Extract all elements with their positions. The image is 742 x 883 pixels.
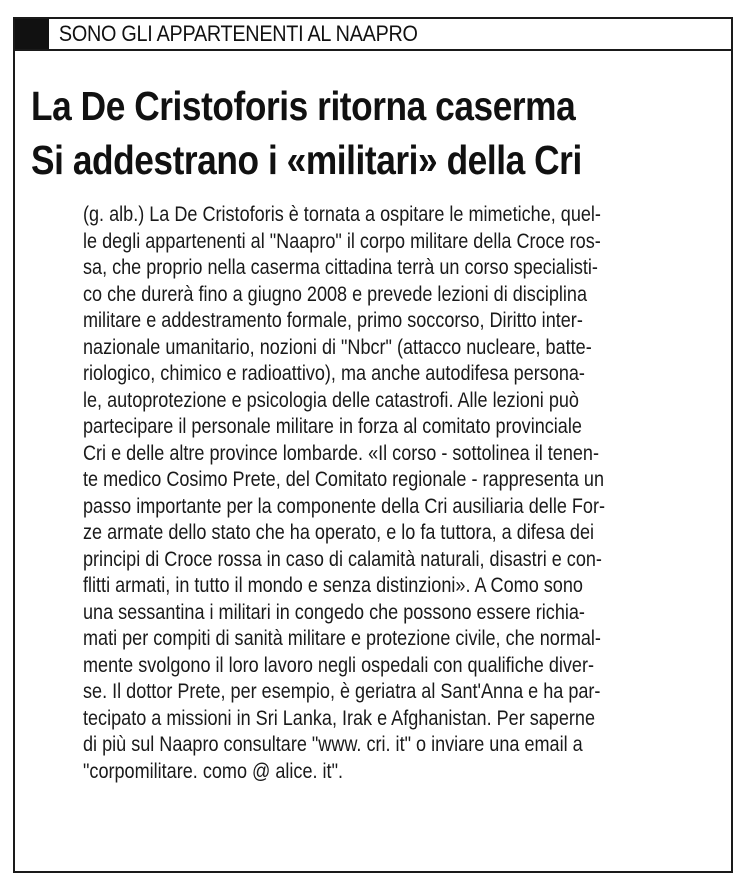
body-line: mati per compiti di sanità militare e protezione civile, che normal- <box>83 627 601 650</box>
body-line: Cri e delle altre province lombarde. «Il corso - sottolinea il tenen- <box>83 441 599 465</box>
body-line: nazionale umanitario, nozioni di "Nbcr" (attacco nucleare, batte- <box>83 335 592 359</box>
body-line: una sessantina i militari in congedo che possono essere richia- <box>83 600 585 624</box>
kicker-bar <box>15 19 731 51</box>
body-line: se. Il dottor Prete, per esempio, è geriatra al Sant'Anna e ha par- <box>83 680 601 703</box>
body-line: le degli appartenenti al "Naapro" il corpo militare della Croce ros- <box>83 229 601 253</box>
body-line: passo importante per la componente della Cri ausiliaria delle For- <box>83 494 606 518</box>
news-article <box>13 17 733 873</box>
article-body <box>83 202 742 785</box>
headline <box>31 79 731 187</box>
body-line: "corpomilitare. como @ alice. it". <box>83 759 344 783</box>
headline-line-2: Si addestrano i «militari» della Cri <box>31 137 582 183</box>
body-line: tecipato a missioni in Sri Lanka, Irak e Afghanistan. Per saperne <box>83 706 595 730</box>
body-line: flitti armati, in tutto il mondo e senza distinzioni». A Como sono <box>83 574 583 597</box>
body-line: ze armate dello stato che ha operato, e lo fa tuttora, a difesa dei <box>83 521 595 544</box>
body-line: co che durerà fino a giugno 2008 e prevede lezioni di disciplina <box>83 282 588 306</box>
body-line: sa, che proprio nella caserma cittadina terrà un corso specialisti- <box>83 256 598 279</box>
body-line: principi di Croce rossa in caso di calamità naturali, disastri e con- <box>83 547 602 571</box>
kicker-black-block <box>15 19 49 49</box>
body-line: riologico, chimico e radioattivo), ma anche autodifesa persona- <box>83 362 585 385</box>
body-line: mente svolgono il loro lavoro negli ospedali con qualifiche diver- <box>83 653 595 677</box>
body-line: (g. alb.) La De Cristoforis è tornata a ospitare le mimetiche, quel- <box>83 203 601 226</box>
body-line: militare e addestramento formale, primo soccorso, Diritto inter- <box>83 309 583 332</box>
body-line: te medico Cosimo Prete, del Comitato regionale - rappresenta un <box>83 468 604 491</box>
headline-line-1: La De Cristoforis ritorna caserma <box>31 83 576 129</box>
body-line: le, autoprotezione e psicologia delle catastrofi. Alle lezioni può <box>83 388 579 412</box>
body-line: di più sul Naapro consultare "www. cri. it" o inviare una email a <box>83 733 583 756</box>
kicker-text: SONO GLI APPARTENENTI AL NAAPRO <box>58 21 418 46</box>
body-line: partecipare il personale militare in forza al comitato provinciale <box>83 415 582 438</box>
